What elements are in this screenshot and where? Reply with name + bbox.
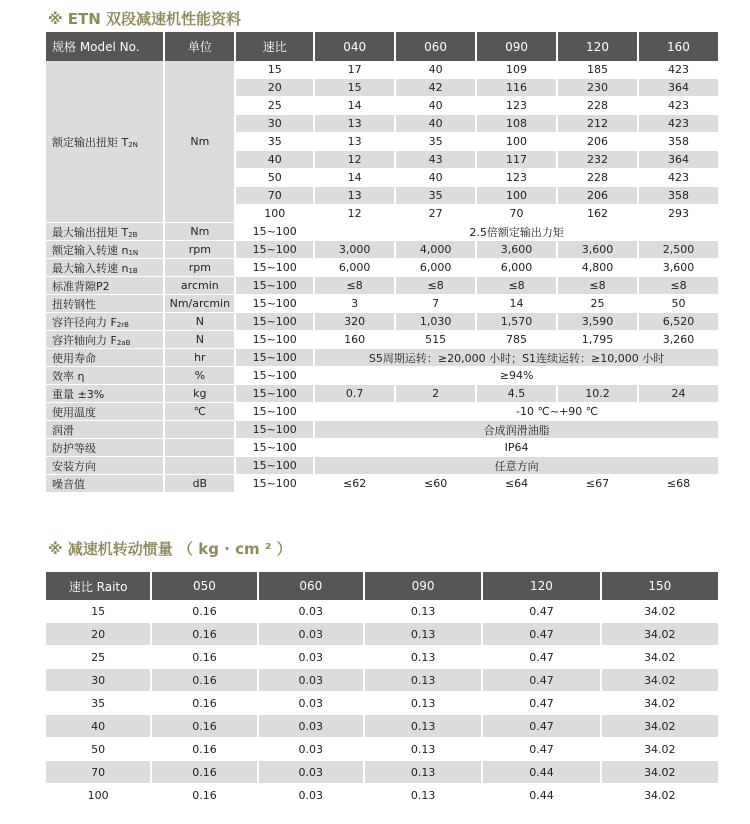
inertia-ratio-cell: 70	[46, 761, 150, 784]
inertia-value-cell: 0.03	[259, 669, 363, 692]
spec-row	[46, 367, 718, 385]
spec-label-text: 使用寿命	[52, 351, 96, 365]
inertia-value-cell: 34.02	[602, 784, 718, 807]
value-cell: 160	[315, 331, 394, 349]
inertia-table	[44, 572, 720, 807]
value-cell: 423	[639, 115, 718, 133]
value-cell: 27	[396, 205, 475, 223]
value-cell: 14	[315, 169, 394, 187]
torque-label-sub: 2N	[128, 140, 138, 149]
value-cell: 3,000	[315, 241, 394, 259]
inertia-value-cell: 0.16	[152, 761, 256, 784]
value-cell: 14	[477, 295, 556, 313]
ratio-cell: 15~100	[236, 367, 313, 385]
ratio-cell: 35	[236, 133, 313, 151]
spec-row	[46, 259, 718, 277]
inertia-header-ratio: 速比 Raito	[46, 572, 150, 600]
value-cell: 108	[477, 115, 556, 133]
spec-label-text: 容许轴向力 F	[52, 333, 117, 347]
value-cell: 4,000	[396, 241, 475, 259]
ratio-cell: 15~100	[236, 223, 313, 241]
inertia-value-cell: 0.13	[365, 761, 481, 784]
inertia-value-cell: 34.02	[602, 738, 718, 761]
inertia-value-cell: 0.13	[365, 738, 481, 761]
header-unit: 单位	[165, 32, 234, 61]
spec-label	[46, 349, 163, 367]
span-value-cell: 合成润滑油脂	[315, 421, 718, 439]
inertia-value-cell: 34.02	[602, 646, 718, 669]
value-cell: 7	[396, 295, 475, 313]
spec-row	[46, 475, 718, 493]
spec-row	[46, 277, 718, 295]
spec-label	[46, 421, 163, 439]
spec-label	[46, 259, 163, 277]
inertia-value-cell: 34.02	[602, 623, 718, 646]
value-cell: 358	[639, 187, 718, 205]
spec-label-text: 额定输入转速 n	[52, 243, 129, 257]
inertia-header-120: 120	[483, 572, 599, 600]
ratio-cell: 15~100	[236, 439, 313, 457]
value-cell: ≤60	[396, 475, 475, 493]
inertia-ratio-cell: 20	[46, 623, 150, 646]
inertia-value-cell: 0.03	[259, 761, 363, 784]
inertia-row	[46, 784, 718, 807]
inertia-value-cell: 0.47	[483, 715, 599, 738]
value-cell: 35	[396, 133, 475, 151]
inertia-value-cell: 0.03	[259, 646, 363, 669]
header-160: 160	[639, 32, 718, 61]
header-120: 120	[558, 32, 637, 61]
value-cell: 364	[639, 151, 718, 169]
spec-row	[46, 439, 718, 457]
value-cell: 3,590	[558, 313, 637, 331]
value-cell: 35	[396, 187, 475, 205]
inertia-value-cell: 0.16	[152, 738, 256, 761]
inertia-value-cell: 0.47	[483, 669, 599, 692]
inertia-row	[46, 715, 718, 738]
inertia-ratio-cell: 40	[46, 715, 150, 738]
value-cell: 116	[477, 79, 556, 97]
value-cell: 42	[396, 79, 475, 97]
spec-label-text: 安装方向	[52, 459, 96, 473]
header-ratio: 速比	[236, 32, 313, 61]
spec-label-sub: 1N	[128, 248, 139, 257]
value-cell: 70	[477, 205, 556, 223]
spec-unit: arcmin	[165, 277, 234, 295]
header-090: 090	[477, 32, 556, 61]
value-cell: 515	[396, 331, 475, 349]
spec-label-text: 最大输入转速 n	[52, 261, 129, 275]
inertia-value-cell: 0.47	[483, 692, 599, 715]
value-cell: 228	[558, 169, 637, 187]
spec-row	[46, 403, 718, 421]
spec-label-text: 最大输出扭矩 T	[52, 225, 129, 239]
value-cell: 3,600	[639, 259, 718, 277]
spec-label-sub: 2B	[128, 230, 138, 239]
ratio-cell: 15~100	[236, 349, 313, 367]
inertia-ratio-cell: 30	[46, 669, 150, 692]
inertia-value-cell: 0.44	[483, 761, 599, 784]
spec-row	[46, 313, 718, 331]
inertia-row	[46, 646, 718, 669]
value-cell: 1,570	[477, 313, 556, 331]
spec-row	[46, 349, 718, 367]
value-cell: 206	[558, 133, 637, 151]
value-cell: 25	[558, 295, 637, 313]
inertia-value-cell: 0.47	[483, 738, 599, 761]
value-cell: 40	[396, 169, 475, 187]
inertia-row	[46, 692, 718, 715]
spec-label-sub: 2aB	[116, 338, 131, 347]
value-cell: 293	[639, 205, 718, 223]
ratio-cell: 15~100	[236, 403, 313, 421]
value-cell: 13	[315, 115, 394, 133]
spec-label-text: 效率 η	[52, 369, 85, 383]
spec-label	[46, 475, 163, 493]
value-cell: ≤8	[396, 277, 475, 295]
value-cell: 6,520	[639, 313, 718, 331]
inertia-header-150: 150	[602, 572, 718, 600]
inertia-value-cell: 0.13	[365, 669, 481, 692]
spec-unit	[165, 421, 234, 439]
spec-unit: N	[165, 331, 234, 349]
value-cell: 6,000	[396, 259, 475, 277]
inertia-value-cell: 0.16	[152, 646, 256, 669]
value-cell: 2	[396, 385, 475, 403]
value-cell: 228	[558, 97, 637, 115]
spec-label-text: 容许径向力 F	[52, 315, 117, 329]
spec-row	[46, 331, 718, 349]
value-cell: 6,000	[477, 259, 556, 277]
value-cell: 423	[639, 61, 718, 79]
value-cell: 206	[558, 187, 637, 205]
inertia-row	[46, 623, 718, 646]
inertia-value-cell: 0.13	[365, 623, 481, 646]
inertia-value-cell: 0.13	[365, 600, 481, 623]
inertia-value-cell: 0.13	[365, 715, 481, 738]
torque-label-text: 额定输出扭矩 T	[52, 135, 129, 149]
ratio-cell: 50	[236, 169, 313, 187]
span-value-cell: 2.5倍额定输出力矩	[315, 223, 718, 241]
inertia-value-cell: 0.44	[483, 784, 599, 807]
inertia-ratio-cell: 35	[46, 692, 150, 715]
inertia-value-cell: 0.03	[259, 784, 363, 807]
inertia-value-cell: 0.47	[483, 646, 599, 669]
spec-unit	[165, 439, 234, 457]
value-cell: 43	[396, 151, 475, 169]
inertia-value-cell: 0.13	[365, 646, 481, 669]
value-cell: 212	[558, 115, 637, 133]
ratio-cell: 15~100	[236, 313, 313, 331]
ratio-cell: 15~100	[236, 259, 313, 277]
span-value-cell: 任意方向	[315, 457, 718, 475]
spec-label-sub: 1B	[128, 266, 138, 275]
value-cell: 4.5	[477, 385, 556, 403]
spec-unit: ℃	[165, 403, 234, 421]
ratio-cell: 15~100	[236, 241, 313, 259]
inertia-value-cell: 0.03	[259, 715, 363, 738]
ratio-cell: 20	[236, 79, 313, 97]
value-cell: 4,800	[558, 259, 637, 277]
inertia-ratio-cell: 15	[46, 600, 150, 623]
spec-label	[46, 241, 163, 259]
torque-label	[46, 61, 163, 223]
ratio-cell: 40	[236, 151, 313, 169]
inertia-value-cell: 0.16	[152, 692, 256, 715]
spec-label	[46, 295, 163, 313]
ratio-cell: 30	[236, 115, 313, 133]
spec-label-text: 噪音值	[52, 477, 85, 491]
torque-unit: Nm	[165, 61, 234, 223]
value-cell: 24	[639, 385, 718, 403]
inertia-ratio-cell: 50	[46, 738, 150, 761]
inertia-ratio-cell: 25	[46, 646, 150, 669]
spec-label-text: 防护等级	[52, 441, 96, 455]
spec-unit: %	[165, 367, 234, 385]
value-cell: 364	[639, 79, 718, 97]
inertia-header-090: 090	[365, 572, 481, 600]
value-cell	[315, 403, 394, 421]
spec-row	[46, 223, 718, 241]
value-cell: 15	[315, 79, 394, 97]
value-cell: 40	[396, 97, 475, 115]
value-cell: 423	[639, 97, 718, 115]
value-cell: 3,600	[477, 241, 556, 259]
value-cell: 1,795	[558, 331, 637, 349]
inertia-header-060: 060	[259, 572, 363, 600]
inertia-value-cell: 0.03	[259, 600, 363, 623]
value-cell: 230	[558, 79, 637, 97]
spec-unit: N	[165, 313, 234, 331]
value-cell: 50	[639, 295, 718, 313]
value-cell: 185	[558, 61, 637, 79]
inertia-row	[46, 600, 718, 623]
spec-label	[46, 331, 163, 349]
value-cell: 123	[477, 169, 556, 187]
spec-row	[46, 295, 718, 313]
performance-header-row	[46, 32, 718, 61]
value-cell: ≤8	[477, 277, 556, 295]
value-cell: 17	[315, 61, 394, 79]
spec-label-text: 标准背隙P2	[52, 279, 110, 293]
inertia-value-cell: 34.02	[602, 715, 718, 738]
value-cell: 785	[477, 331, 556, 349]
spec-label-text: 使用温度	[52, 405, 96, 419]
spec-label	[46, 385, 163, 403]
value-cell: 3	[315, 295, 394, 313]
inertia-title: ※ 减速机转动惯量 （ kg · cm ² ）	[48, 540, 292, 558]
ratio-cell: 70	[236, 187, 313, 205]
spec-unit: Nm/arcmin	[165, 295, 234, 313]
inertia-value-cell: 0.13	[365, 692, 481, 715]
inertia-value-cell: 0.16	[152, 715, 256, 738]
spec-unit: rpm	[165, 259, 234, 277]
spec-row	[46, 385, 718, 403]
value-cell: 358	[639, 133, 718, 151]
inertia-value-cell: 34.02	[602, 600, 718, 623]
value-cell: 162	[558, 205, 637, 223]
ratio-cell: 15~100	[236, 457, 313, 475]
spec-label-text: 扭转钢性	[52, 297, 96, 311]
inertia-row	[46, 738, 718, 761]
value-cell: 1,030	[396, 313, 475, 331]
ratio-cell: 15~100	[236, 331, 313, 349]
value-cell: ≤64	[477, 475, 556, 493]
performance-table	[44, 32, 720, 493]
inertia-header-050: 050	[152, 572, 256, 600]
performance-title: ※ ETN 双段减速机性能资料	[48, 10, 242, 28]
inertia-value-cell: 0.13	[365, 784, 481, 807]
value-cell: 13	[315, 187, 394, 205]
value-cell: 2,500	[639, 241, 718, 259]
span-value-cell: IP64	[315, 439, 718, 457]
spec-label	[46, 223, 163, 241]
ratio-cell: 15~100	[236, 421, 313, 439]
spec-unit: hr	[165, 349, 234, 367]
ratio-cell: 15~100	[236, 385, 313, 403]
value-cell: ≤67	[558, 475, 637, 493]
value-cell: ≤68	[639, 475, 718, 493]
span-value-cell: -10 ℃~+90 ℃	[396, 403, 718, 421]
inertia-header-row	[46, 572, 718, 600]
value-cell: 13	[315, 133, 394, 151]
ratio-cell: 15	[236, 61, 313, 79]
inertia-value-cell: 0.03	[259, 623, 363, 646]
spec-label	[46, 277, 163, 295]
spec-label	[46, 367, 163, 385]
inertia-value-cell: 0.47	[483, 623, 599, 646]
value-cell: 6,000	[315, 259, 394, 277]
value-cell: 12	[315, 151, 394, 169]
value-cell: 100	[477, 187, 556, 205]
value-cell: ≤62	[315, 475, 394, 493]
spec-label-text: 润滑	[52, 423, 74, 437]
inertia-value-cell: 34.02	[602, 761, 718, 784]
ratio-cell: 15~100	[236, 277, 313, 295]
spec-row	[46, 241, 718, 259]
spec-unit: rpm	[165, 241, 234, 259]
inertia-value-cell: 34.02	[602, 669, 718, 692]
value-cell: 10.2	[558, 385, 637, 403]
header-060: 060	[396, 32, 475, 61]
spec-label	[46, 313, 163, 331]
header-model: 规格 Model No.	[46, 32, 163, 61]
inertia-row	[46, 761, 718, 784]
value-cell: ≤8	[558, 277, 637, 295]
inertia-value-cell: 0.47	[483, 600, 599, 623]
value-cell: 117	[477, 151, 556, 169]
inertia-row	[46, 669, 718, 692]
torque-row	[46, 61, 718, 79]
value-cell: 320	[315, 313, 394, 331]
header-040: 040	[315, 32, 394, 61]
value-cell: 40	[396, 61, 475, 79]
value-cell: 123	[477, 97, 556, 115]
inertia-value-cell: 0.16	[152, 623, 256, 646]
spec-unit	[165, 457, 234, 475]
value-cell: 40	[396, 115, 475, 133]
ratio-cell: 100	[236, 205, 313, 223]
value-cell: ≤8	[639, 277, 718, 295]
value-cell: 109	[477, 61, 556, 79]
spec-label	[46, 439, 163, 457]
spec-unit: kg	[165, 385, 234, 403]
inertia-ratio-cell: 100	[46, 784, 150, 807]
value-cell: 14	[315, 97, 394, 115]
spec-row	[46, 421, 718, 439]
inertia-value-cell: 0.16	[152, 600, 256, 623]
inertia-value-cell: 0.16	[152, 784, 256, 807]
ratio-cell: 25	[236, 97, 313, 115]
spec-row	[46, 457, 718, 475]
inertia-value-cell: 0.03	[259, 738, 363, 761]
value-cell: 0.7	[315, 385, 394, 403]
spec-label	[46, 457, 163, 475]
spec-label-text: 重量 ±3%	[52, 387, 105, 401]
ratio-cell: 15~100	[236, 295, 313, 313]
value-cell: 100	[477, 133, 556, 151]
value-cell: 3,600	[558, 241, 637, 259]
span-value-cell: S5周期运转：≥20,000 小时；S1连续运转：≥10,000 小时	[315, 349, 718, 367]
span-value-cell: ≥94%	[315, 367, 718, 385]
spec-unit: Nm	[165, 223, 234, 241]
inertia-value-cell: 0.03	[259, 692, 363, 715]
value-cell: 423	[639, 169, 718, 187]
value-cell: ≤8	[315, 277, 394, 295]
ratio-cell: 15~100	[236, 475, 313, 493]
spec-unit: dB	[165, 475, 234, 493]
inertia-value-cell: 34.02	[602, 692, 718, 715]
spec-label-sub: 2rB	[116, 320, 129, 329]
value-cell: 232	[558, 151, 637, 169]
value-cell: 12	[315, 205, 394, 223]
spec-label	[46, 403, 163, 421]
value-cell: 3,260	[639, 331, 718, 349]
inertia-value-cell: 0.16	[152, 669, 256, 692]
